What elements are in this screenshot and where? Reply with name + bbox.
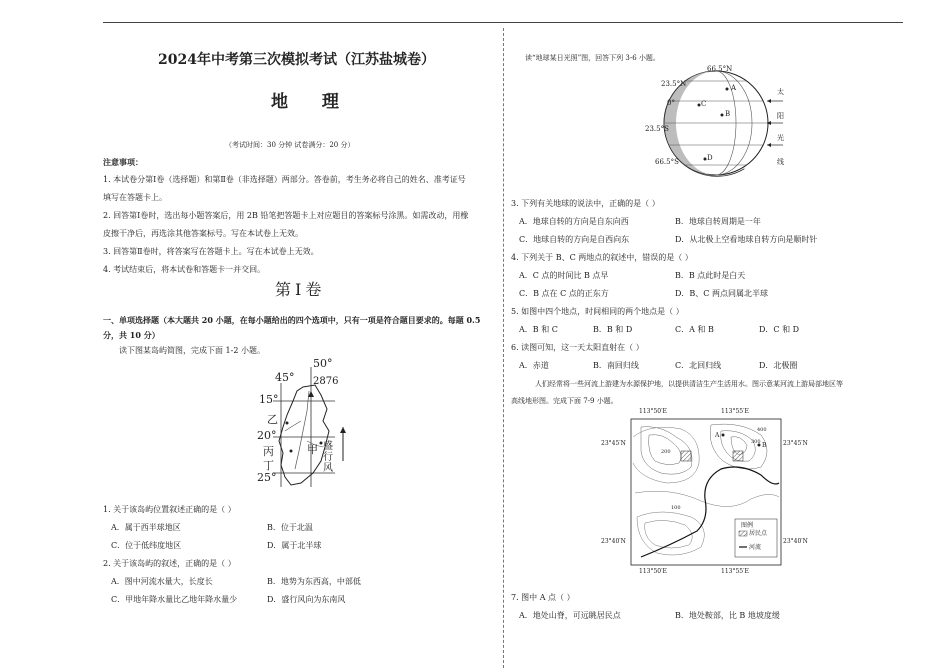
exam-info: （考试时间：30 分钟 试卷满分：20 分）: [225, 141, 355, 149]
intro-7-9-line-1: 人们经常将一些河流上游建为水源保护地，以提供清洁生产生活用水。图示意某河流上游局部地区等: [535, 380, 843, 388]
q7-stem: 7. 图中 A 点（ ）: [511, 593, 575, 602]
globe-label-d: D: [707, 154, 713, 162]
wind-arrow-icon: [340, 427, 346, 433]
legend-title: 图例: [741, 522, 754, 529]
globe-label-c: C: [701, 100, 707, 108]
q6-option-c[interactable]: C．北回归线: [675, 361, 722, 370]
q3-option-d[interactable]: D．从北极上空看地球自转方向是顺时针: [675, 235, 818, 244]
q2-option-d[interactable]: D．盛行风向为东南风: [267, 595, 346, 604]
label-bing: 丙: [263, 445, 274, 458]
point-yi-marker: [286, 422, 289, 425]
sun-arrow-3-icon: [767, 143, 771, 147]
q5-option-d[interactable]: D．C 和 D: [759, 325, 800, 334]
lat-left-top: 23°45′N: [601, 440, 626, 447]
lat-right-top: 23°45′N: [783, 440, 808, 447]
intro-1-2: 读下图某岛屿简图，完成下面 1-2 小题。: [119, 346, 265, 355]
q3-option-a[interactable]: A．地球自转的方向是自东向西: [519, 217, 629, 226]
q3-option-c[interactable]: C．地球自转的方向是自西向东: [519, 235, 630, 244]
q6-stem: 6. 读图可知，这一天太阳直射在（ ）: [511, 343, 644, 352]
sun-char-4: 线: [777, 158, 784, 166]
q4-stem: 4. 下列关于 B、C 两地点的叙述中，错误的是（ ）: [511, 253, 693, 262]
section-instruction-1: 一、单项选择题（本大题共 20 小题，在每小题给出的四个选项中，只有一项是符合题目要求的。每题 0.5: [103, 315, 481, 325]
globe-n235: 23.5°N: [661, 80, 687, 88]
label-yi: 乙: [267, 413, 278, 426]
point-b-marker: [721, 114, 724, 117]
q5-stem: 5. 如图中四个地点，时间相同的两个地点是（ ）: [511, 307, 684, 316]
globe-eq: 0°: [667, 99, 675, 107]
q1-option-a[interactable]: A．属于西半球地区: [111, 523, 181, 532]
column-divider: [503, 28, 504, 668]
subject-title: 地 理: [271, 92, 353, 112]
elevation-label: 2876: [313, 376, 339, 387]
section-instruction-2: 分，共 10 分）: [103, 330, 160, 340]
lon-top-right: 113°55′E: [721, 408, 749, 415]
globe-label-b: B: [725, 110, 731, 118]
top-rule: [103, 22, 903, 23]
contour-label-200: 200: [661, 449, 671, 455]
q1-option-d[interactable]: D．属于北半球: [267, 541, 322, 550]
point-bing-marker: [290, 450, 293, 453]
lat-50-label: 50°: [313, 357, 333, 370]
contour-label-400: 400: [757, 427, 767, 433]
q6-option-d[interactable]: D．北极圈: [759, 361, 798, 370]
globe-s235: 23.5°S: [645, 125, 669, 133]
sun-char-1: 太: [777, 88, 784, 96]
globe-label-a: A: [731, 84, 737, 92]
globe-n665: 66.5°N: [707, 65, 733, 73]
q4-option-d[interactable]: D．B、C 两点同属北半球: [675, 289, 768, 298]
lon-bottom-left: 113°50′E: [639, 568, 667, 575]
sun-char-3: 光: [777, 134, 784, 142]
settlement-2: [733, 451, 743, 461]
label-ding: 丁: [263, 459, 274, 472]
q3-option-b[interactable]: B．地球自转周期是一年: [675, 217, 761, 226]
notice-line-3: 2. 回答第Ⅰ卷时，选出每小题答案后，用 2B 铅笔把答题卡上对应题目的答案标号涂黑。如需改动，用橡: [103, 211, 469, 220]
legend-settlement-icon: [739, 531, 747, 536]
globe-figure: [641, 63, 791, 191]
q2-option-a[interactable]: A．图中河流水量大，长度长: [111, 577, 213, 586]
q2-stem: 2. 关于该岛屿的叙述，正确的是（ ）: [103, 559, 236, 568]
q6-option-a[interactable]: A．赤道: [519, 361, 549, 370]
wind-label: 盛行风: [323, 441, 333, 474]
lat-20-label: 20°: [257, 429, 277, 442]
notice-line-6: 4. 考试结束后，将本试卷和答题卡一并交回。: [103, 265, 266, 274]
q5-option-a[interactable]: A．B 和 C: [519, 325, 558, 334]
mountain-ridge: [295, 391, 309, 469]
q7-option-b[interactable]: B．地处鞍部，比 B 地坡度缓: [675, 611, 780, 620]
notice-heading: 注意事项：: [103, 157, 143, 167]
sun-char-2: 阳: [777, 112, 784, 120]
lat-left-bottom: 23°40′N: [601, 538, 626, 545]
map-point-b-label: B: [762, 442, 767, 449]
q3-stem: 3. 下列有关地球的说法中，正确的是（ ）: [511, 199, 660, 208]
q1-stem: 1. 关于该岛屿位置叙述正确的是（ ）: [103, 505, 236, 514]
notice-line-5: 3. 回答第Ⅱ卷时，将答案写在答题卡上。写在本试卷上无效。: [103, 247, 319, 256]
contour-map-svg: [601, 407, 811, 577]
contour-map: [601, 407, 811, 577]
lat-15-label: 15°: [259, 393, 279, 406]
notice-line-4: 皮擦干净后，再选涂其他答案标号。写在本试卷上无效。: [103, 229, 303, 238]
point-a-marker: [722, 434, 725, 437]
section-title: 第Ⅰ卷: [275, 280, 326, 299]
q6-option-b[interactable]: B．南回归线: [593, 361, 639, 370]
settlement-1: [681, 451, 691, 461]
q4-option-b[interactable]: B．B 点此时是白天: [675, 271, 746, 280]
notice-line-2: 填写在答题卡上。: [103, 193, 167, 202]
q1-option-c[interactable]: C．位于低纬度地区: [111, 541, 182, 550]
lat-right-bottom: 23°40′N: [783, 538, 808, 545]
legend-river-label: 河流: [749, 544, 762, 551]
q2-option-b[interactable]: B．地势为东西高，中部低: [267, 577, 361, 586]
contour-label-300: 300: [751, 439, 761, 445]
q1-option-b[interactable]: B．位于北温: [267, 523, 313, 532]
q2-option-c[interactable]: C．甲地年降水量比乙地年降水量少: [111, 595, 238, 604]
island-outline: [279, 385, 329, 485]
intro-3-6: 读“地球某日光照”图，回答下列 3-6 小题。: [525, 54, 660, 62]
exam-title: 2024年中考第三次模拟考试（江苏盐城卷）: [158, 52, 435, 68]
lon-bottom-right: 113°55′E: [721, 568, 749, 575]
q5-option-c[interactable]: C．A 和 B: [675, 325, 714, 334]
globe-s665: 66.5°S: [655, 158, 679, 166]
sun-arrow-1-icon: [767, 99, 771, 103]
contour-label-100: 100: [671, 505, 681, 511]
legend-settlement-label: 居民点: [749, 530, 768, 537]
q4-option-a[interactable]: A．C 点的时间比 B 点早: [519, 271, 609, 280]
notice-line-1: 1. 本试卷分第Ⅰ卷（选择题）和第Ⅱ卷（非选择题）两部分。答卷前，考生务必将自己的姓名、准考证号: [103, 175, 466, 184]
point-a-marker: [726, 88, 729, 91]
q7-option-a[interactable]: A．地处山脊，可远眺居民点: [519, 611, 621, 620]
label-jia: 甲: [307, 443, 318, 456]
lat-25-label: 25°: [257, 471, 277, 484]
intro-7-9-line-2: 高线地形图。完成下面 7-9 小题。: [511, 397, 618, 405]
map-point-a-label: A: [715, 432, 720, 439]
q5-option-b[interactable]: B．B 和 D: [593, 325, 633, 334]
lon-top-left: 113°50′E: [639, 408, 667, 415]
island-map: [251, 357, 371, 489]
q4-option-c[interactable]: C．B 点在 C 点的正东方: [519, 289, 609, 298]
lon-45-label: 45°: [275, 371, 295, 384]
